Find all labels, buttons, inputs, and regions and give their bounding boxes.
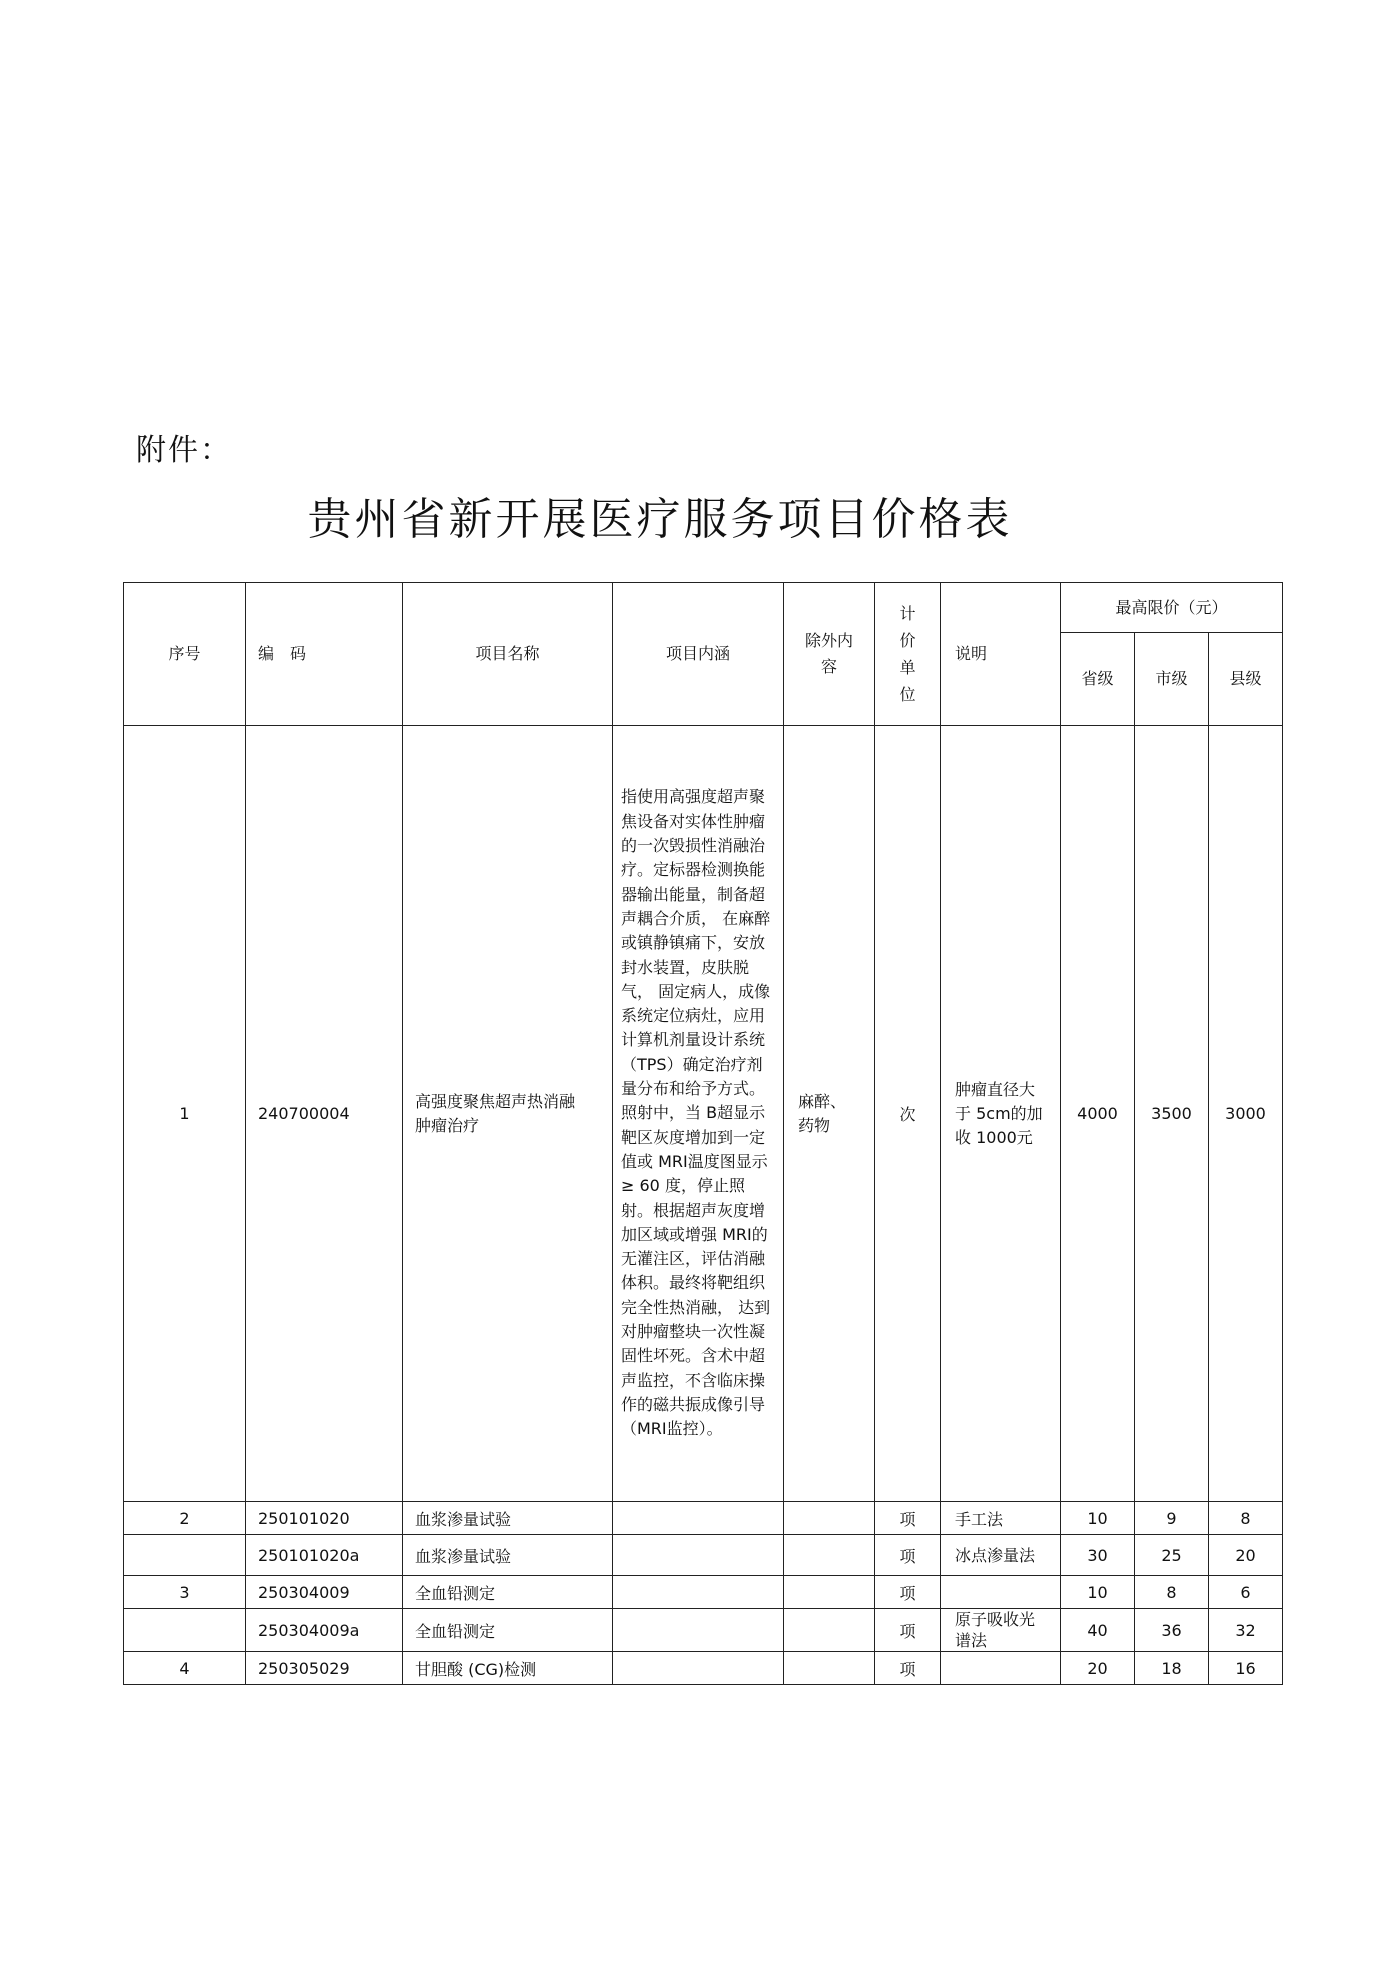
cell-name: 甘胆酸 (CG)检测 — [403, 1652, 613, 1685]
table-row — [124, 1535, 1283, 1576]
cell-code: 240700004 — [246, 726, 403, 1502]
cell-note — [941, 1535, 1061, 1576]
cell-name-text: 高强度聚焦超声热消融肿瘤治疗 — [415, 1091, 576, 1135]
cell-code: 250101020a — [246, 1535, 403, 1576]
cell-unit: 项 — [875, 1502, 941, 1535]
cell-content — [613, 1576, 784, 1609]
cell-province: 10 — [1061, 1502, 1135, 1535]
cell-unit: 项 — [875, 1652, 941, 1685]
cell-province: 20 — [1061, 1652, 1135, 1685]
header-code: 编 码 — [246, 583, 403, 726]
header-province: 省级 — [1061, 633, 1135, 726]
document-title: 贵州省新开展医疗服务项目价格表 — [307, 494, 1013, 545]
cell-excluded — [784, 1609, 875, 1652]
cell-note-text: 肿瘤直径大于 5cm的加收 1000元 — [955, 1079, 1043, 1147]
cell-county: 32 — [1209, 1609, 1283, 1652]
header-name: 项目名称 — [403, 583, 613, 726]
cell-content — [613, 1502, 784, 1535]
cell-province: 40 — [1061, 1609, 1135, 1652]
cell-city: 18 — [1135, 1652, 1209, 1685]
cell-seq: 4 — [124, 1652, 246, 1685]
cell-note — [941, 1652, 1061, 1685]
header-note: 说明 — [941, 583, 1061, 726]
attachment-label: 附件： — [136, 433, 232, 468]
cell-province: 10 — [1061, 1576, 1135, 1609]
cell-name: 全血铅测定 — [403, 1609, 613, 1652]
cell-content — [613, 1609, 784, 1652]
cell-county: 3000 — [1209, 726, 1283, 1502]
header-max-price: 最高限价（元） — [1061, 583, 1283, 633]
cell-city: 3500 — [1135, 726, 1209, 1502]
cell-name — [403, 726, 613, 1502]
cell-county: 6 — [1209, 1576, 1283, 1609]
cell-province: 30 — [1061, 1535, 1135, 1576]
header-excluded-text: 除外内容 — [804, 631, 853, 676]
cell-name: 全血铅测定 — [403, 1576, 613, 1609]
table-row — [124, 1652, 1283, 1685]
cell-excluded — [784, 1652, 875, 1685]
cell-excluded-text: 麻醉、药物 — [798, 1091, 847, 1135]
header-city: 市级 — [1135, 633, 1209, 726]
cell-excluded — [784, 1535, 875, 1576]
cell-name: 血浆渗量试验 — [403, 1502, 613, 1535]
cell-name: 血浆渗量试验 — [403, 1535, 613, 1576]
cell-city: 8 — [1135, 1576, 1209, 1609]
table-row — [124, 1609, 1283, 1652]
table-row — [124, 1576, 1283, 1609]
header-unit — [875, 583, 941, 726]
header-excluded — [784, 583, 875, 726]
cell-province: 4000 — [1061, 726, 1135, 1502]
header-row — [124, 583, 1283, 633]
cell-content — [613, 1652, 784, 1685]
cell-city: 9 — [1135, 1502, 1209, 1535]
cell-code: 250305029 — [246, 1652, 403, 1685]
cell-code: 250304009a — [246, 1609, 403, 1652]
cell-unit: 次 — [875, 726, 941, 1502]
cell-unit: 项 — [875, 1535, 941, 1576]
cell-seq: 1 — [124, 726, 246, 1502]
price-table — [123, 582, 1283, 1685]
header-county: 县级 — [1209, 633, 1283, 726]
cell-county: 20 — [1209, 1535, 1283, 1576]
header-content: 项目内涵 — [613, 583, 784, 726]
cell-note-text: 原子吸收光谱法 — [955, 1610, 1036, 1650]
header-seq: 序号 — [124, 583, 246, 726]
cell-county: 8 — [1209, 1502, 1283, 1535]
cell-seq: 3 — [124, 1576, 246, 1609]
cell-city: 25 — [1135, 1535, 1209, 1576]
table-row — [124, 1502, 1283, 1535]
cell-unit: 项 — [875, 1609, 941, 1652]
cell-note — [941, 1576, 1061, 1609]
cell-content — [613, 1535, 784, 1576]
cell-city: 36 — [1135, 1609, 1209, 1652]
cell-excluded — [784, 726, 875, 1502]
cell-seq: 2 — [124, 1502, 246, 1535]
cell-excluded — [784, 1576, 875, 1609]
cell-seq — [124, 1535, 246, 1576]
header-unit-text: 计价单位 — [899, 604, 916, 704]
cell-excluded — [784, 1502, 875, 1535]
cell-code: 250304009 — [246, 1576, 403, 1609]
table-row — [124, 726, 1283, 1502]
cell-seq — [124, 1609, 246, 1652]
cell-content: 指使用高强度超声聚焦设备对实体性肿瘤的一次毁损性消融治疗。定标器检测换能器输出能量，制备超声耦合介质， 在麻醉或镇静镇痛下，安放封水装置，皮肤脱气， 固定病人，成像系统定位病灶，应用计算机剂量设计系统（TPS）确定治疗剂量分布和给予方式。照射中，当 B超显示靶区灰度增加到一定值或 MRI温度图显示≥ 60 度，停止照射。根据超声灰度增加区域或增强 MRI的无灌注区，评估消融体积。最终将靶组织完全性热消融， 达到对肿瘤整块一次性凝固性坏死。含术中超声监控，不含临床操作的磁共振成像引导（MRI监控）。 — [613, 726, 784, 1502]
cell-note: 手工法 — [941, 1502, 1061, 1535]
cell-unit: 项 — [875, 1576, 941, 1609]
cell-note — [941, 1609, 1061, 1652]
cell-code: 250101020 — [246, 1502, 403, 1535]
cell-note-text: 冰点渗量法 — [955, 1545, 1036, 1565]
cell-county: 16 — [1209, 1652, 1283, 1685]
cell-note — [941, 726, 1061, 1502]
